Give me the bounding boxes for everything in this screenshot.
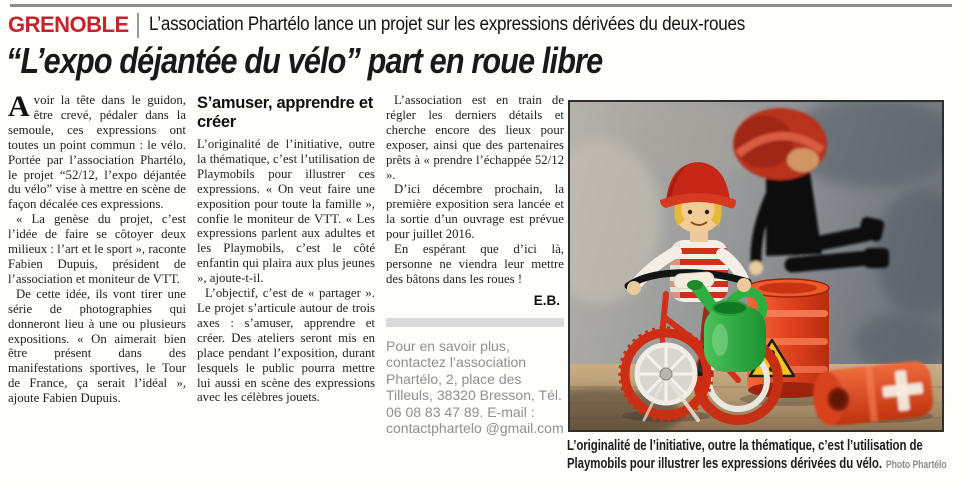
paragraph-lead-text: voir la tête dans le guidon, être crevé, pédaler dans la semoule, ces expressions ont toutes un point commun : le vélo. Portée par l’association Phartélo, le projet “52/12, l’expo déjantée du vélo” vise à mettre en scène de façon décalée ces expressions.: [8, 93, 186, 212]
paragraph: L’association est en train de régler les derniers détails et cherche encore des lieux pour exposer, ainsi que des partenaires prêts à « prendre l’échappée 52/12 ».: [386, 93, 564, 182]
subheading: S’amuser, apprendre et créer: [197, 94, 373, 131]
photo-caption-text: L’originalité de l’initiative, outre la thématique, c’est l’utilisation de Playmobils pour illustrer les expressions dérivées du vélo.: [567, 438, 923, 472]
strapline: L’association Phartélo lance un projet sur les expressions dérivées du deux-roues: [148, 14, 745, 35]
photo-caption: [567, 437, 954, 474]
article-column-1: [8, 90, 186, 406]
drop-cap: A: [8, 90, 30, 123]
kicker-divider: [137, 13, 139, 38]
author-initials: E.B.: [533, 292, 560, 308]
top-rule: [10, 4, 952, 7]
masthead: [8, 12, 811, 38]
paragraph: D’ici décembre prochain, la première exposition sera lancée et la sortie d’un ouvrage est prévue pour juillet 2016.: [386, 182, 564, 242]
boy-left-hand: [627, 281, 641, 295]
boy-right-hand: [737, 278, 751, 292]
photo-credit: Photo Phartélo: [885, 459, 947, 471]
article-headline: “L’expo déjantée du vélo” part en roue libre: [6, 40, 603, 81]
article-photo: [568, 100, 944, 432]
article-column-2: [197, 93, 375, 405]
article-column-3: [386, 93, 564, 437]
paragraph: « La genèse du projet, c’est l’idée de faire se côtoyer deux milieux : l’art et le sport », raconte Fabien Dupuis, président de l’association et moniteur de VTT.: [8, 212, 186, 286]
contact-info: Pour en savoir plus, contactez l’association Phartélo, 2, place des Tilleuls, 38320 Bresson, Tél. 06 08 83 47 89. E-mail : contactphartelo @gmail.com: [386, 337, 564, 437]
paragraph-lead: [8, 90, 186, 212]
paragraph: De cette idée, ils vont tirer une série de photographies qui donneront lieu à une ou plusieurs expositions. « On aimerait bien être présent dans des manifestations sportives, le Tour de France, ça serait l’idéal », ajoute Fabien Dupuis.: [8, 286, 186, 406]
playmobil-scene-illustration: [570, 102, 942, 430]
section-kicker: GRENOBLE: [8, 12, 129, 37]
paragraph: En espérant que d’ici là, personne ne viendra leur mettre des bâtons dans les roues !: [386, 242, 564, 286]
paragraph: L’originalité de l’initiative, outre la thématique, c’est l’utilisation de Playmobils pour illustrer ces expressions. « On veut faire une exposition pour toute la famille », confie le moniteur de VTT. « Les expressions parlent aux adultes et les Playmobils, c’est le côté enfantin qui plaira aux plus jeunes », ajoute-t-il.: [197, 137, 375, 286]
paragraph: L’objectif, c’est de « partager ». Le projet s’articule autour de trois axes : s’amuser, apprendre et créer. Des ateliers seront mis en place pendant l’exposition, durant lesquels le public pourra mettre lui aussi en scène des expressions avec les célèbres jouets.: [197, 286, 375, 405]
divider-bar: [386, 318, 564, 327]
